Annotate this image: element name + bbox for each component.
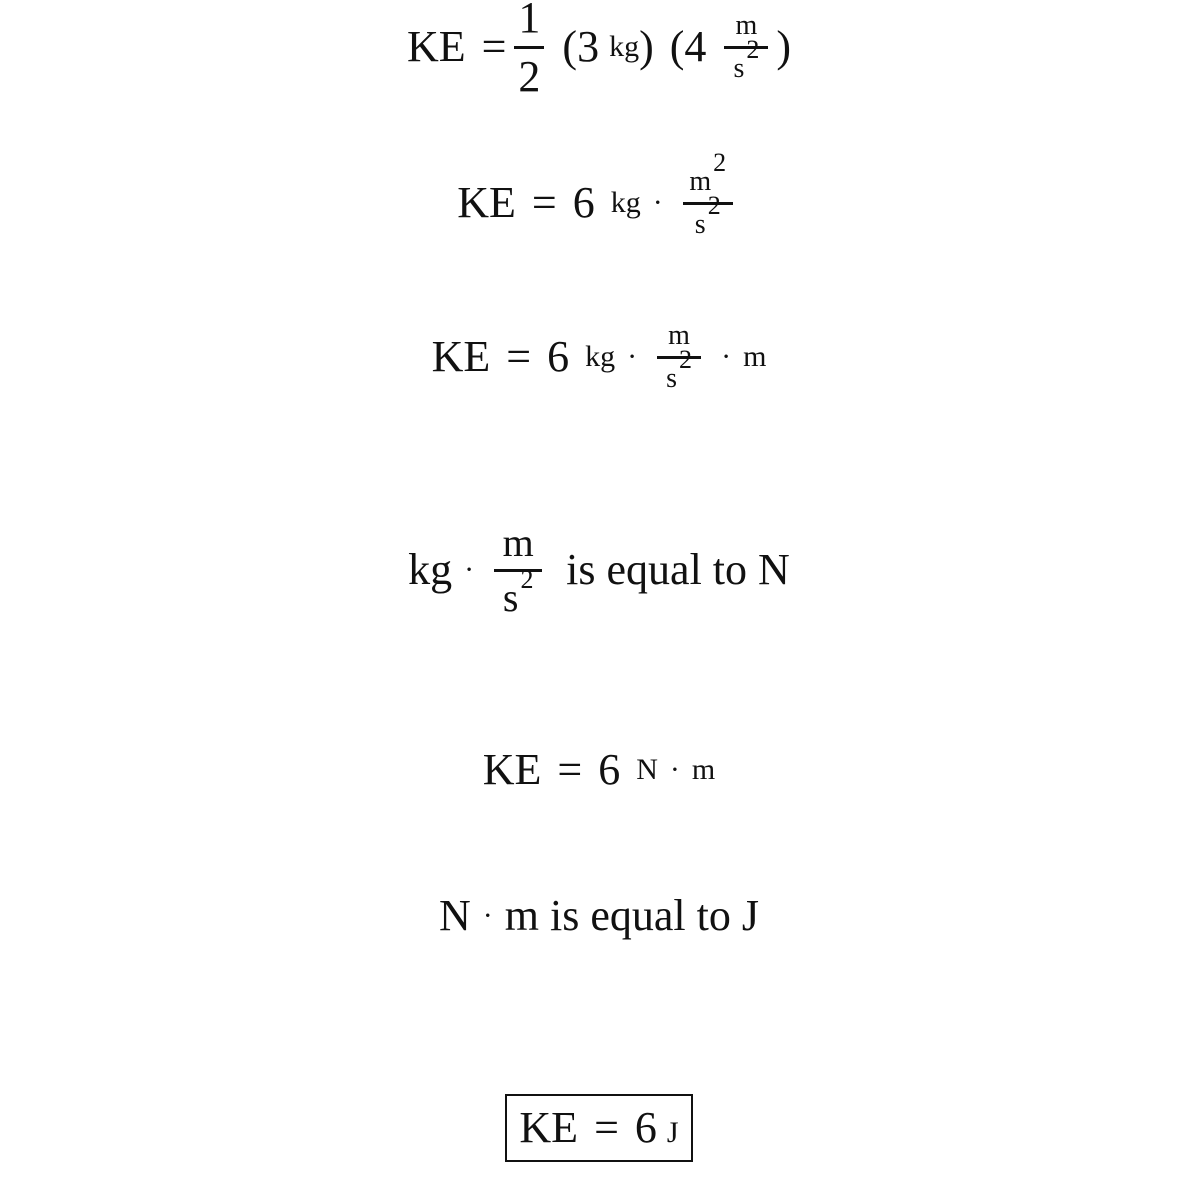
- unit-fraction: [683, 148, 733, 240]
- ke-symbol: KE: [457, 178, 516, 227]
- ke-symbol: KE: [519, 1103, 579, 1152]
- equals-sign: =: [506, 332, 532, 381]
- unit-numerator: m: [735, 9, 758, 41]
- equals-sign: =: [557, 745, 583, 794]
- mass-unit: kg: [609, 30, 640, 63]
- exponent: 2: [713, 148, 727, 178]
- velocity-unit-fraction: [724, 9, 768, 84]
- multiplication-dot: ·: [652, 186, 663, 219]
- unit-denominator: $s^2$: [502, 565, 534, 620]
- exponent: 2: [707, 191, 721, 221]
- unit-numerator: m: [502, 519, 534, 565]
- fraction-numerator: 1: [518, 0, 541, 42]
- velocity-value: (4: [669, 22, 707, 71]
- multiplication-dot: ·: [669, 753, 680, 786]
- unit-fraction: [494, 519, 542, 620]
- multiplication-dot: ·: [464, 553, 475, 586]
- unit-denominator: $s^2$: [733, 35, 760, 84]
- unit-m: m: [743, 340, 767, 373]
- unit-n: N: [439, 891, 471, 940]
- exponent: 2: [679, 345, 693, 375]
- unit-numerator: $m^2$: [689, 148, 727, 197]
- multiplication-dot: ·: [627, 340, 638, 373]
- note-text: m is equal to J: [504, 891, 759, 940]
- unit-numerator: m: [668, 319, 690, 351]
- unit-fraction: [657, 319, 701, 394]
- velocity-close-paren: ): [776, 22, 792, 71]
- fraction-denominator: 2: [518, 51, 541, 101]
- ke-symbol: KE: [482, 745, 542, 794]
- multiplication-dot: ·: [721, 340, 732, 373]
- equals-sign: =: [594, 1103, 619, 1152]
- fraction-bar: [494, 569, 542, 572]
- value: 6: [572, 178, 595, 227]
- equals-sign: =: [481, 22, 507, 71]
- ke-symbol: KE: [406, 22, 466, 71]
- equation-step-2: [0, 148, 1198, 258]
- equation-step-4: [0, 740, 1198, 800]
- unit-kg: kg: [610, 186, 641, 219]
- value: 6: [634, 1103, 657, 1152]
- unit-j: J: [666, 1116, 679, 1149]
- note-newton: [0, 510, 1198, 630]
- equation-step-3: [0, 302, 1198, 412]
- ke-symbol: KE: [431, 332, 491, 381]
- one-half-fraction: [514, 0, 544, 99]
- exponent: 2: [520, 565, 534, 595]
- note-joule: [0, 886, 1198, 946]
- unit-n: N: [636, 753, 658, 786]
- unit-m: m: [691, 753, 716, 786]
- unit-kg: kg: [408, 545, 453, 594]
- mass-value: (3: [562, 22, 600, 71]
- equals-sign: =: [531, 178, 557, 227]
- mass-close-paren: ): [639, 22, 654, 71]
- unit-denominator: $s^2$: [694, 191, 721, 240]
- value: 6: [598, 745, 621, 794]
- value: 6: [547, 332, 570, 381]
- multiplication-dot: ·: [482, 899, 493, 932]
- unit-kg: kg: [585, 340, 616, 373]
- fraction-bar: [514, 46, 544, 49]
- exponent: 2: [746, 35, 760, 65]
- final-result: [0, 1092, 1198, 1164]
- equation-step-1: [0, 0, 1198, 102]
- unit-denominator: $s^2$: [666, 345, 693, 394]
- result-box: [505, 1094, 692, 1162]
- note-text: is equal to N: [566, 545, 790, 594]
